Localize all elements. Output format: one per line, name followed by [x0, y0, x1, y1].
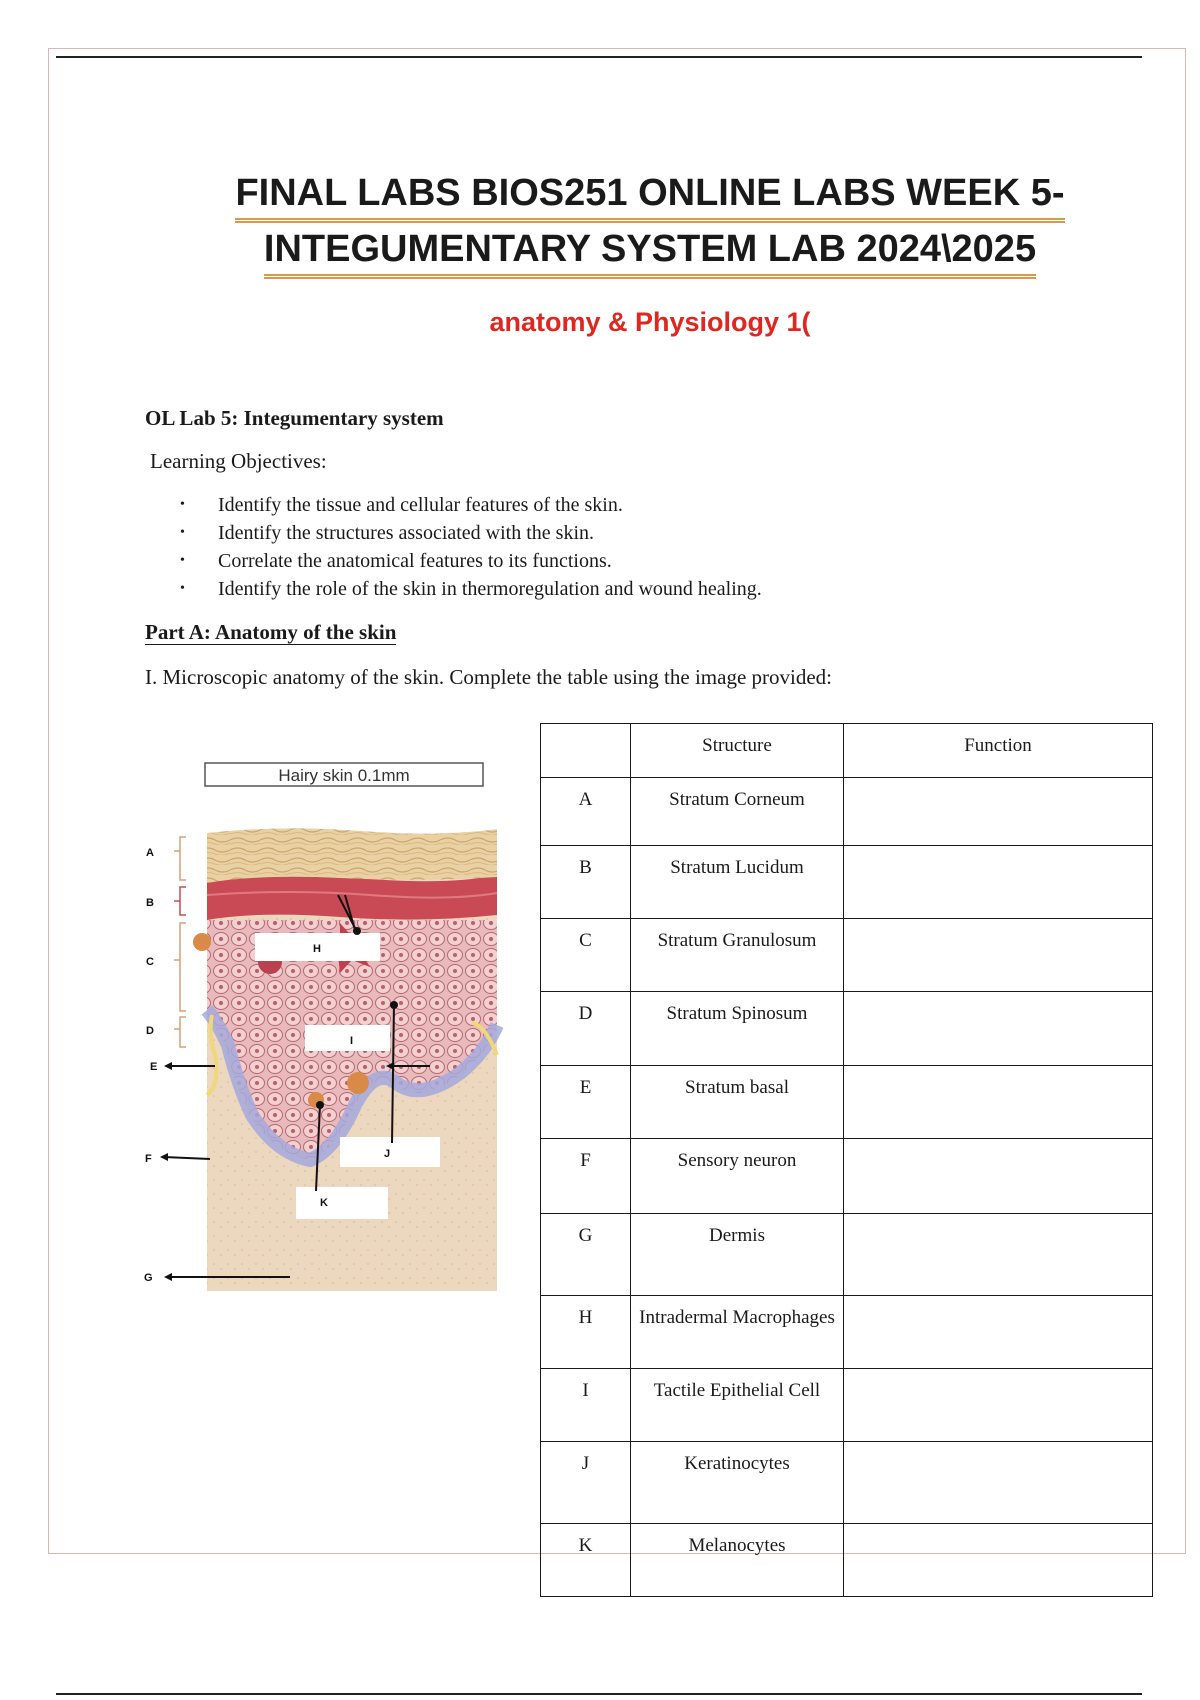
letter-b: B: [146, 897, 154, 909]
objective-item: • Correlate the anatomical features to its functions.: [180, 547, 762, 575]
row-letter: F: [541, 1139, 631, 1213]
table-row: [541, 1441, 1153, 1523]
table-row: [541, 1213, 1153, 1295]
row-function[interactable]: [844, 1523, 1153, 1596]
subtitle: anatomy & Physiology 1(: [489, 307, 811, 337]
objective-item: • Identify the structures associated with the skin.: [180, 519, 762, 547]
table-row: [541, 919, 1153, 992]
header-letter: [541, 724, 631, 778]
row-letter: K: [541, 1523, 631, 1596]
structure-table: [540, 723, 1153, 1597]
melanocyte-cell: [347, 1072, 369, 1094]
row-function[interactable]: [844, 1295, 1153, 1368]
row-structure: Stratum basal: [631, 1066, 844, 1139]
row-function[interactable]: [844, 992, 1153, 1066]
header-structure: Structure: [631, 724, 844, 778]
row-structure: Sensory neuron: [631, 1139, 844, 1213]
row-function[interactable]: [844, 1213, 1153, 1295]
label-h: H: [313, 943, 321, 955]
corneum-layer: [207, 828, 497, 883]
row-structure: Stratum Lucidum: [631, 846, 844, 919]
row-letter: J: [541, 1441, 631, 1523]
letter-a: A: [146, 847, 154, 859]
letter-e: E: [150, 1061, 158, 1073]
table-row: [541, 1066, 1153, 1139]
header-function: Function: [844, 724, 1153, 778]
row-function[interactable]: [844, 1368, 1153, 1441]
objective-item: • Identify the role of the skin in thermoregulation and wound healing.: [180, 575, 762, 603]
row-structure: Stratum Spinosum: [631, 992, 844, 1066]
lab-heading: OL Lab 5: Integumentary system: [145, 406, 444, 430]
row-function[interactable]: [844, 919, 1153, 992]
objective-item: • Identify the tissue and cellular features of the skin.: [180, 491, 762, 519]
label-j: J: [384, 1148, 391, 1160]
skin-diagram: [140, 755, 510, 1295]
row-structure: Stratum Granulosum: [631, 919, 844, 992]
row-structure: Melanocytes: [631, 1523, 844, 1596]
row-function[interactable]: [844, 1139, 1153, 1213]
letter-d: D: [146, 1025, 154, 1037]
table-row: [541, 1523, 1153, 1596]
table-row: [541, 1368, 1153, 1441]
label-box-i: [305, 1025, 390, 1051]
bracket-d: [180, 1017, 186, 1047]
melanocyte-cell: [193, 933, 211, 951]
row-letter: I: [541, 1368, 631, 1441]
objectives-list: [180, 491, 762, 603]
row-function[interactable]: [844, 778, 1153, 846]
table-row: [541, 992, 1153, 1066]
label-k: K: [320, 1197, 328, 1209]
row-structure: Stratum Corneum: [631, 778, 844, 846]
letter-f: F: [145, 1153, 152, 1165]
table-row: [541, 778, 1153, 846]
row-letter: C: [541, 919, 631, 992]
row-structure: Tactile Epithelial Cell: [631, 1368, 844, 1441]
bracket-a: [180, 837, 186, 880]
letter-c: C: [146, 956, 154, 968]
row-letter: B: [541, 846, 631, 919]
row-structure: Intradermal Macrophages: [631, 1295, 844, 1368]
table-row: [541, 1139, 1153, 1213]
row-letter: D: [541, 992, 631, 1066]
figure-caption: Hairy skin 0.1mm: [278, 766, 410, 785]
row-function[interactable]: [844, 846, 1153, 919]
instruction-text: I. Microscopic anatomy of the skin. Complete the table using the image provided:: [145, 665, 833, 689]
letter-g: G: [144, 1272, 153, 1284]
row-letter: A: [541, 778, 631, 846]
title-line-1: FINAL LABS BIOS251 ONLINE LABS WEEK 5-: [120, 170, 1180, 223]
title-line-2: INTEGUMENTARY SYSTEM LAB 2024\2025: [120, 226, 1180, 279]
arrow-f: [164, 1157, 210, 1159]
row-function[interactable]: [844, 1441, 1153, 1523]
table-row: [541, 846, 1153, 919]
top-rule: [56, 56, 1142, 58]
bracket-c: [180, 923, 186, 1011]
part-a-heading: Part A: Anatomy of the skin: [145, 620, 397, 644]
bracket-b: [180, 887, 186, 915]
bottom-rule: [56, 1693, 1142, 1695]
label-box-k: [296, 1187, 388, 1219]
row-structure: Keratinocytes: [631, 1441, 844, 1523]
row-letter: G: [541, 1213, 631, 1295]
label-i: I: [350, 1035, 354, 1047]
objectives-heading: Learning Objectives:: [150, 449, 327, 473]
row-structure: Dermis: [631, 1213, 844, 1295]
row-function[interactable]: [844, 1066, 1153, 1139]
table-header-row: [541, 724, 1153, 778]
row-letter: E: [541, 1066, 631, 1139]
table-row: [541, 1295, 1153, 1368]
row-letter: H: [541, 1295, 631, 1368]
